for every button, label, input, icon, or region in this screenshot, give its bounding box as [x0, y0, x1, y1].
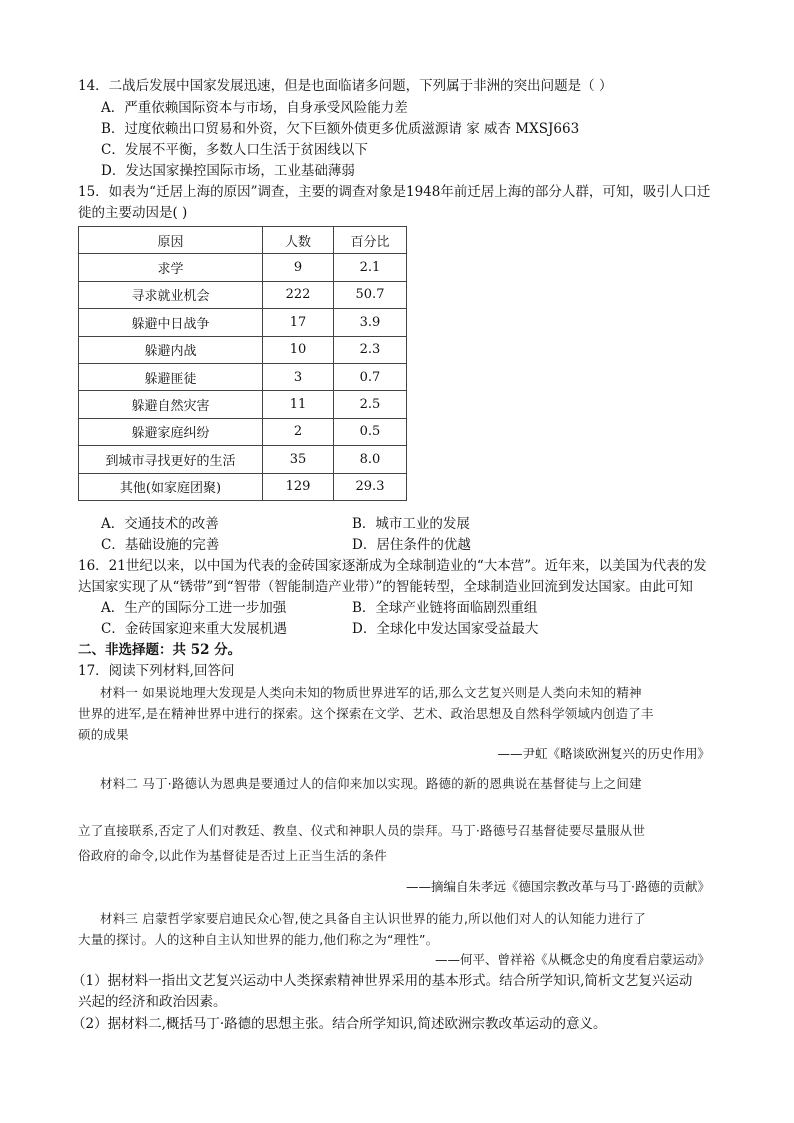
q16-option-a: A．生产的国际分工进一步加强 [101, 600, 287, 616]
table-cell: 129 [263, 473, 334, 500]
table-cell: 0.7 [334, 363, 407, 390]
material-2-source: ——摘编自朱孝远《德国宗教改革与马丁·路德的贡献》 [406, 879, 710, 894]
table-cell: 躲避匪徒 [79, 363, 263, 390]
table-cell: 222 [263, 281, 334, 308]
migration-reasons-table [78, 226, 407, 501]
table-row [79, 391, 407, 418]
q16-option-b: B．全球产业链将面临剧烈重组 [352, 600, 538, 616]
material-3-source: ——何平、曾祥裕《从概念史的角度看启蒙运动》 [434, 952, 710, 967]
table-header-cell: 人数 [263, 227, 334, 254]
material-1-line2: 世界的进军,是在精神世界中进行的探索。这个探索在文学、艺术、政治思想及自然科学领域内创造了丰 [78, 706, 654, 721]
table-cell: 躲避自然灾害 [79, 391, 263, 418]
table-cell: 2.5 [334, 391, 407, 418]
table-cell: 0.5 [334, 418, 407, 445]
q14-option-c: C．发展不平衡，多数人口生活于贫困线以下 [101, 142, 368, 158]
table-row [79, 336, 407, 363]
material-1-line1: 材料一 如果说地理大发现是人类向未知的物质世界进军的话,那么文艺复兴则是人类向未知的精神 [100, 685, 642, 700]
section-heading: 二、非选择题：共 52 分。 [78, 642, 242, 658]
q16-stem-line2: 达国家实现了从“锈带”到“智带（智能制造产业带）”的智能转型，全球制造业回流到发达国家。由此可知 [78, 579, 693, 595]
q16-option-d: D．全球化中发达国家受益最大 [352, 621, 539, 637]
sub-question-1-line2: 兴起的经济和政治因素。 [78, 994, 227, 1010]
table-row [79, 309, 407, 336]
q15-option-c: C．基础设施的完善 [101, 537, 220, 553]
table-cell: 到城市寻找更好的生活 [79, 446, 263, 473]
table-cell: 10 [263, 336, 334, 363]
table-row [79, 363, 407, 390]
table-row [79, 473, 407, 500]
table-cell: 躲避内战 [79, 336, 263, 363]
table-cell: 8.0 [334, 446, 407, 473]
table-cell: 2.3 [334, 336, 407, 363]
table-cell: 3.9 [334, 309, 407, 336]
table-cell: 50.7 [334, 281, 407, 308]
table-header-cell: 原因 [79, 227, 263, 254]
table-cell: 其他(如家庭团聚) [79, 473, 263, 500]
table-cell: 9 [263, 254, 334, 281]
q14-option-a: A．严重依赖国际资本与市场，自身承受风险能力差 [101, 100, 408, 116]
q16-stem-line1: 16．21世纪以来，以中国为代表的金砖国家逐渐成为全球制造业的“大本营”。近年来，以美国为代表的发 [78, 558, 707, 574]
q16-option-c: C．金砖国家迎来重大发展机遇 [101, 621, 287, 637]
q15-option-b: B．城市工业的发展 [352, 516, 470, 532]
q17-stem: 17．阅读下列材料,回答问 [78, 663, 235, 679]
sub-question-1-line1: （1）据材料一指出文艺复兴运动中人类探索精神世界采用的基本形式。结合所学知识,简析文艺复兴运动 [72, 973, 693, 989]
table-cell: 躲避家庭纠纷 [79, 418, 263, 445]
q14-option-d: D．发达国家操控国际市场，工业基础薄弱 [101, 163, 355, 179]
material-3-line2: 大量的探讨。人的这种自主认知世界的能力,他们称之为“理性”。 [78, 932, 439, 947]
table-cell: 29.3 [334, 473, 407, 500]
table-header-row [79, 227, 407, 254]
table-row [79, 254, 407, 281]
table-cell: 35 [263, 446, 334, 473]
material-3-line1: 材料三 启蒙哲学家要启迪民众心智,使之具备自主认识世界的能力,所以他们对人的认知能力进行了 [100, 911, 646, 926]
q15-stem-line2: 徙的主要动因是( ) [78, 205, 188, 221]
sub-question-2: （2）据材料二,概括马丁·路德的思想主张。结合所学知识,简述欧洲宗教改革运动的意义。 [72, 1016, 607, 1032]
q14-option-b: B．过度依赖出口贸易和外资，欠下巨额外债更多优质滋源请 家 威杏 MXSJ663 [101, 121, 580, 137]
q15-option-d: D．居住条件的优越 [352, 537, 471, 553]
table-row [79, 446, 407, 473]
material-1-line3: 硕的成果 [78, 727, 129, 742]
material-1-source: ——尹虹《略谈欧洲复兴的历史作用》 [497, 746, 710, 761]
material-2-line1: 材料二 马丁·路德认为恩典是要通过人的信仰来加以实现。路德的新的恩典说在基督徒与上之间建 [100, 776, 642, 791]
q14-stem: 14．二战后发展中国家发展迅速，但是也面临诸多问题，下列属于非洲的突出问题是（ ） [78, 78, 613, 94]
material-2-line3: 俗政府的命令,以此作为基督徒是否过上正当生活的条件 [78, 848, 387, 863]
q15-option-a: A．交通技术的改善 [101, 516, 219, 532]
q15-stem-line1: 15．如表为“迁居上海的原因”调查，主要的调查对象是1948年前迁居上海的部分人群，可知，吸引人口迁 [78, 184, 711, 200]
table-row [79, 281, 407, 308]
table-cell: 求学 [79, 254, 263, 281]
table-cell: 3 [263, 363, 334, 390]
table-header-cell: 百分比 [334, 227, 407, 254]
table-cell: 2 [263, 418, 334, 445]
table-row [79, 418, 407, 445]
table-cell: 2.1 [334, 254, 407, 281]
table-cell: 11 [263, 391, 334, 418]
material-2-line2: 立了直接联系,否定了人们对教廷、教皇、仪式和神职人员的崇拜。马丁·路德号召基督徒要尽量服从世 [78, 823, 646, 838]
table-cell: 躲避中日战争 [79, 309, 263, 336]
table-cell: 寻求就业机会 [79, 281, 263, 308]
table-cell: 17 [263, 309, 334, 336]
